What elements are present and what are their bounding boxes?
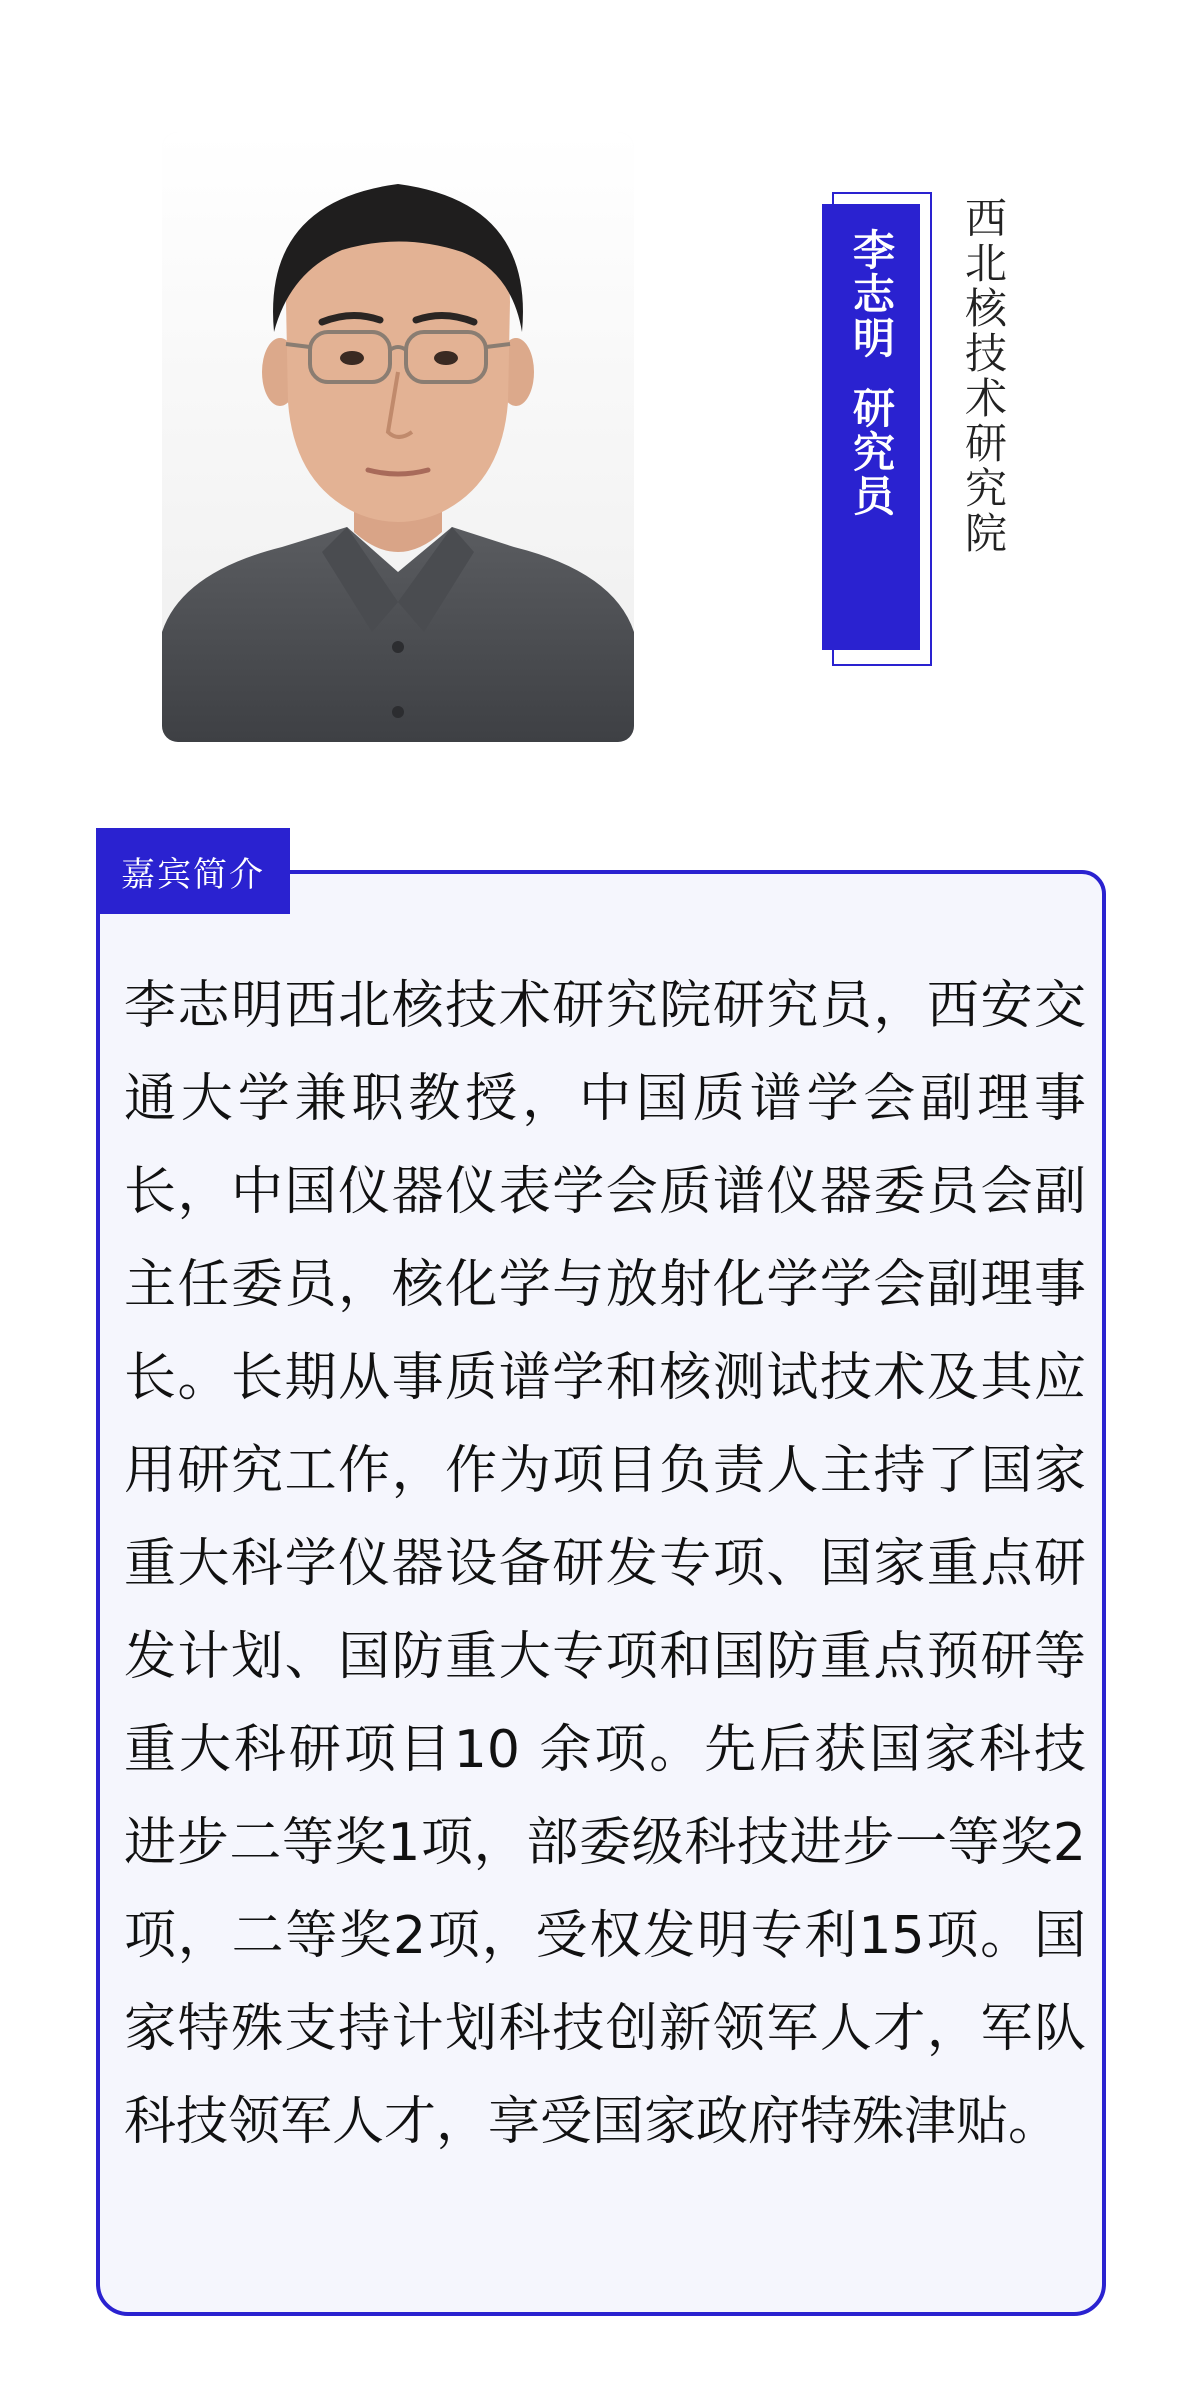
portrait-illustration — [162, 132, 634, 742]
bio-text: 李志明西北核技术研究院研究员，西安交通大学兼职教授，中国质谱学会副理事长，中国仪器仪表学会质谱仪器委员会副主任委员，核化学与放射化学学会副理事长。长期从事质谱学和核测试技术及其应用研究工作，作为项目负责人主持了国家重大科学仪器设备研发专项、国家重点研发计划、国防重大专项和国防重点预研等重大科研项目10 余项。先后获国家科技进步二等奖1项，部委级科技进步一等奖2项，二等奖2项，受权发明专利15项。国家特殊支持计划科技创新领军人才，军队科技领军人才，享受国家政府特殊津贴。 — [124, 976, 1086, 2152]
bio-heading-tab: 嘉宾简介 — [96, 828, 290, 914]
name-plate-text — [847, 228, 896, 650]
speaker-title: 研究员 — [847, 386, 896, 518]
speaker-institution: 西北核技术研究院 — [959, 196, 1008, 556]
speaker-portrait — [162, 132, 634, 742]
name-plate — [822, 204, 920, 650]
speaker-name: 李志明 — [847, 228, 896, 360]
